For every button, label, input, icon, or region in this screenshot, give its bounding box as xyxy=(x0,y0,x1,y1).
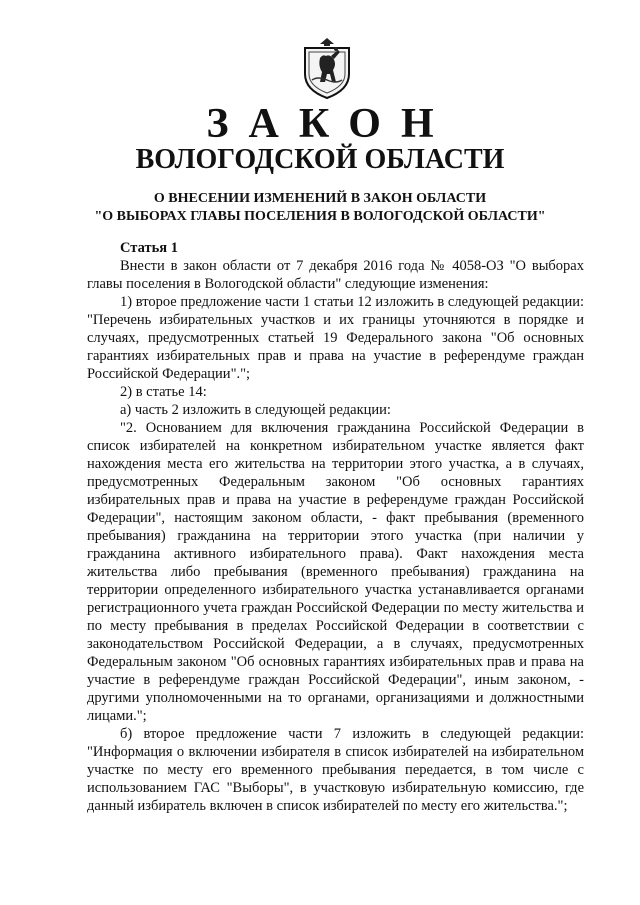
subtitle-line-2: "О ВЫБОРАХ ГЛАВЫ ПОСЕЛЕНИЯ В ВОЛОГОДСКОЙ ОБЛАСТИ" xyxy=(94,208,546,224)
article-heading: Статья 1 xyxy=(120,240,178,256)
paragraph-item-2a: а) часть 2 изложить в следующей редакции: xyxy=(120,402,391,418)
paragraph-part-2-text: "2. Основанием для включения гражданина Российской Федерации в список избирателей на конкретном избирательном участке является факт нахождения места его жительства на территории этого участка, а в случаях, предусмотренных Федеральным законом "Об основных гарантиях избирательных прав и права на участие в референдуме граждан Российской Федерации", настоящим законом области, - факт пребывания (временного пребывания) гражданина на территории этого участка (при наличии у гражданина активного избирательного права). Факт нахождения места жительства либо пребывания (временного пребывания) гражданина на территории определенного избирательного участка устанавливается органами регистрационного учета граждан Российской Федерации по месту жительства и по месту пребывания в пределах Российской Федерации в соответствии с законодательством Российской Федерации, а в случаях, предусмотренных Федеральным законом "Об основных гарантиях избирательных прав и права на участие в референдуме граждан Российской Федерации", иным законом, - другими уполномоченными на то органами, организациями и должностными лицами."; xyxy=(87,420,584,724)
paragraph-item-2b: б) второе предложение части 7 изложить в следующей редакции: "Информация о включении избирателя в список избирателей на избирательном участке по месту его временного пребывания передается, в том числе с использованием ГАС "Выборы", в участковую избирательную комиссию, где данный избиратель включен в список избирателей по месту его жительства."; xyxy=(87,726,584,814)
coat-of-arms-icon xyxy=(300,36,354,100)
paragraph-item-2: 2) в статье 14: xyxy=(120,384,207,400)
law-subtitle xyxy=(0,190,640,225)
paragraph-item-1: 1) второе предложение части 1 статьи 12 изложить в следующей редакции: "Перечень избирательных участков и их границы уточняются в порядке и случаях, предусмотренных статьей 19 Федерального закона "Об основных гарантиях избирательных прав и права на участие в референдуме граждан Российской Федерации"."; xyxy=(87,294,584,382)
article-body xyxy=(87,239,584,815)
subtitle-line-1: О ВНЕСЕНИИ ИЗМЕНЕНИЙ В ЗАКОН ОБЛАСТИ xyxy=(153,191,487,206)
paragraph-intro: Внести в закон области от 7 декабря 2016 года № 4058-ОЗ "О выборах главы поселения в Вологодской области" следующие изменения: xyxy=(87,258,584,292)
region-title: ВОЛОГОДСКОЙ ОБЛАСТИ xyxy=(135,144,505,175)
law-title: ЗАКОН xyxy=(206,101,454,147)
